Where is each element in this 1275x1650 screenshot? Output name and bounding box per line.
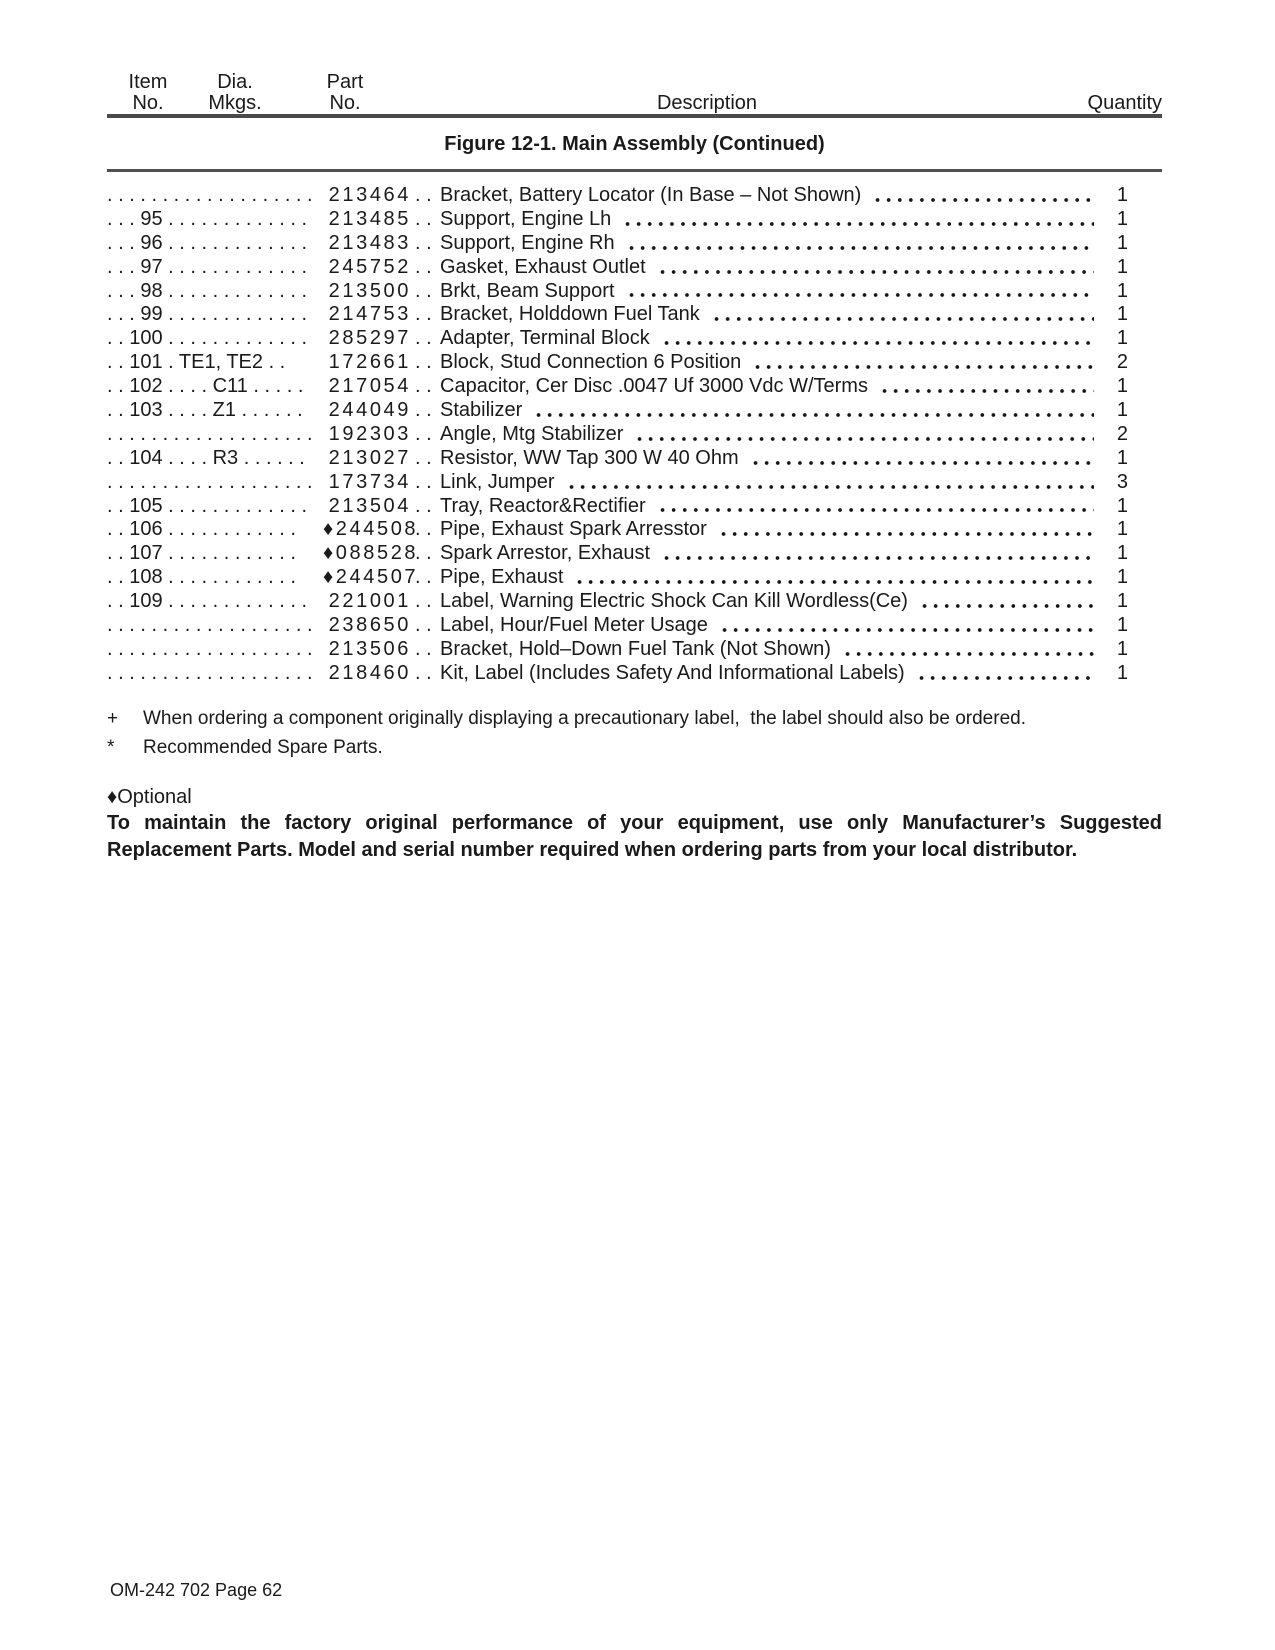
row-quantity: 1 [1116,375,1128,398]
row-item-dia-leader: . . . 99 . . . . . . . . . . . . . [107,303,308,326]
row-description: Block, Stud Connection 6 Position [440,351,742,374]
row-part-number: ♦088528 [323,542,419,565]
title-rule [107,169,1162,172]
footnote-star [107,736,1162,760]
row-dot-separator: . . [415,422,432,445]
row-item-dia-leader: . . . 96 . . . . . . . . . . . . . [107,231,308,254]
table-row [107,327,1162,351]
row-item-dia-leader: . . 108 . . . . . . . . . . . . [107,566,296,589]
row-dot-leader [631,423,1094,447]
row-dot-leader [916,590,1094,614]
table-row [107,638,1162,662]
row-quantity: 1 [1116,255,1128,278]
row-item-dia-leader: . . 103 . . . . Z1 . . . . . . [107,399,303,422]
row-part-number: 245752 [328,255,411,278]
row-description: Support, Engine Lh [440,207,612,230]
row-quantity: 2 [1116,351,1128,374]
row-dot-separator: . . [415,590,432,613]
row-item-dia-leader: . . . . . . . . . . . . . . . . . . . [107,637,313,660]
table-row [107,399,1162,423]
row-dot-leader [839,638,1094,662]
row-part-number: 238650 [328,614,411,637]
row-dot-leader [749,351,1094,375]
row-item-dia-leader: . . 109 . . . . . . . . . . . . . [107,590,308,613]
row-description: Bracket, Battery Locator (In Base – Not Shown) [440,184,862,206]
row-description: Tray, Reactor&Rectifier [440,494,646,517]
footnote-optional: ♦Optional [107,786,192,808]
row-dot-leader [913,662,1094,686]
row-quantity: 1 [1116,542,1128,565]
row-description: Capacitor, Cer Disc .0047 Uf 3000 Vdc W/Terms [440,375,868,398]
row-item-dia-leader: . . 101 . TE1, TE2 . . [107,351,286,374]
row-dot-separator: . . [415,494,432,517]
row-part-number: 213500 [328,279,411,302]
row-quantity: 1 [1116,279,1128,302]
table-row [107,495,1162,519]
table-row [107,518,1162,542]
row-dot-leader [530,399,1094,423]
notice-line1: To maintain the factory original performance of your equipment, use only Manufacturer’s Suggested [107,812,1162,834]
row-dot-separator: . . [415,614,432,637]
table-row [107,232,1162,256]
row-description: Bracket, Hold–Down Fuel Tank (Not Shown) [440,637,831,660]
row-item-dia-leader: . . 100 . . . . . . . . . . . . . [107,327,308,350]
row-dot-leader [563,471,1095,495]
row-dot-separator: . . [415,255,432,278]
row-item-dia-leader: . . . 95 . . . . . . . . . . . . . [107,207,308,230]
row-dot-separator: . . [415,661,432,684]
row-part-number: 213504 [328,494,411,517]
column-header-part-line1: Part [326,71,364,93]
row-description: Spark Arrestor, Exhaust [440,542,651,565]
row-dot-separator: . . [415,470,432,493]
row-dot-leader [571,566,1094,590]
row-description: Kit, Label (Includes Safety And Informational Labels) [440,661,905,684]
row-description: Adapter, Terminal Block [440,327,650,350]
row-dot-separator: . . [415,327,432,350]
row-description: Support, Engine Rh [440,231,615,254]
column-header-item-line1: Item [128,71,168,93]
parts-table [107,184,1162,686]
table-row [107,375,1162,399]
row-quantity: 1 [1116,399,1128,422]
row-part-number: 172661 [328,351,411,374]
row-dot-separator: . . [415,279,432,302]
row-item-dia-leader: . . . . . . . . . . . . . . . . . . . [107,661,313,684]
row-dot-leader [619,208,1094,232]
row-quantity: 3 [1116,470,1128,493]
row-dot-leader [623,232,1094,256]
row-quantity: 1 [1116,566,1128,589]
row-dot-separator: . . [415,446,432,469]
row-dot-leader [658,542,1094,566]
row-dot-separator: . . [415,542,432,565]
page-footer: OM-242 702 Page 62 [110,1580,283,1600]
column-header-part-line2: No. [329,92,361,114]
row-part-number: 213464 [328,184,411,206]
row-part-number: 192303 [328,422,411,445]
table-row [107,471,1162,495]
row-description: Label, Hour/Fuel Meter Usage [440,614,708,637]
table-row [107,280,1162,304]
row-part-number: 213483 [328,231,411,254]
row-item-dia-leader: . . 102 . . . . C11 . . . . . [107,375,304,398]
table-row [107,184,1162,208]
row-quantity: 2 [1116,422,1128,445]
row-dot-leader [715,518,1094,542]
row-part-number: 217054 [328,375,411,398]
row-item-dia-leader: . . . . . . . . . . . . . . . . . . . [107,184,313,206]
row-description: Pipe, Exhaust [440,566,564,589]
row-part-number: 213506 [328,637,411,660]
column-header-dia-line2: Mkgs. [208,92,262,114]
row-part-number: 213485 [328,207,411,230]
row-description: Angle, Mtg Stabilizer [440,422,624,445]
row-part-number: 218460 [328,661,411,684]
row-dot-leader [654,256,1094,280]
row-item-dia-leader: . . . . . . . . . . . . . . . . . . . [107,470,313,493]
row-quantity: 1 [1116,494,1128,517]
row-dot-leader [876,375,1094,399]
row-dot-separator: . . [415,637,432,660]
plus-symbol: + [107,708,119,729]
row-dot-separator: . . [415,375,432,398]
header-rule [107,114,1162,118]
row-description: Pipe, Exhaust Spark Arresstor [440,518,707,541]
row-item-dia-leader: . . 104 . . . . R3 . . . . . . [107,446,305,469]
figure-title: Figure 12-1. Main Assembly (Continued) [444,133,825,155]
row-item-dia-leader: . . . 97 . . . . . . . . . . . . . [107,255,308,278]
row-quantity: 1 [1116,637,1128,660]
row-dot-leader [658,327,1094,351]
row-item-dia-leader: . . 105 . . . . . . . . . . . . . [107,494,308,517]
row-item-dia-leader: . . . . . . . . . . . . . . . . . . . [107,614,313,637]
row-part-number: 244049 [328,399,411,422]
row-part-number: ♦244507 [323,566,419,589]
row-part-number: 173734 [328,470,411,493]
row-quantity: 1 [1116,327,1128,350]
row-quantity: 1 [1116,518,1128,541]
table-row [107,208,1162,232]
table-row [107,662,1162,686]
table-row [107,351,1162,375]
row-item-dia-leader: . . . 98 . . . . . . . . . . . . . [107,279,308,302]
row-part-number: 285297 [328,327,411,350]
row-description: Label, Warning Electric Shock Can Kill Wordless(Ce) [440,590,908,613]
footnote-star-text: Recommended Spare Parts. [143,737,383,758]
row-description: Bracket, Holddown Fuel Tank [440,303,700,326]
table-row [107,423,1162,447]
row-part-number: 214753 [328,303,411,326]
column-header-quantity: Quantity [1087,92,1162,114]
row-description: Gasket, Exhaust Outlet [440,255,646,278]
asterisk-symbol: * [107,737,115,758]
row-part-number: 213027 [328,446,411,469]
row-dot-leader [623,280,1094,304]
row-description: Resistor, WW Tap 300 W 40 Ohm [440,446,739,469]
row-item-dia-leader: . . 106 . . . . . . . . . . . . [107,518,296,541]
footnote-plus [107,707,1162,731]
table-row [107,614,1162,638]
table-row [107,542,1162,566]
row-dot-separator: . . [415,566,432,589]
row-dot-separator: . . [415,184,432,206]
row-quantity: 1 [1116,184,1128,206]
row-dot-separator: . . [415,351,432,374]
row-dot-separator: . . [415,207,432,230]
table-row [107,566,1162,590]
row-quantity: 1 [1116,207,1128,230]
replacement-parts-notice [107,810,1162,863]
table-row [107,447,1162,471]
row-dot-leader [708,303,1094,327]
row-dot-separator: . . [415,231,432,254]
row-dot-separator: . . [415,399,432,422]
table-row [107,590,1162,614]
table-row [107,256,1162,280]
row-quantity: 1 [1116,661,1128,684]
row-dot-leader [654,495,1094,519]
row-part-number: 221001 [328,590,411,613]
table-row [107,303,1162,327]
column-header-item-line2: No. [132,92,164,114]
column-header-dia-line1: Dia. [217,71,253,93]
notice-line2: Replacement Parts. Model and serial number required when ordering parts from your local distributor. [107,838,1078,861]
row-dot-leader [869,184,1094,208]
column-header-description: Description [656,92,758,114]
row-quantity: 1 [1116,446,1128,469]
row-quantity: 1 [1116,231,1128,254]
row-quantity: 1 [1116,590,1128,613]
row-quantity: 1 [1116,303,1128,326]
row-dot-leader [747,447,1094,471]
row-item-dia-leader: . . . . . . . . . . . . . . . . . . . [107,422,313,445]
row-quantity: 1 [1116,614,1128,637]
row-description: Brkt, Beam Support [440,279,615,302]
row-description: Link, Jumper [440,470,555,493]
footnote-plus-text: When ordering a component originally displaying a precautionary label, the label should also be ordered. [143,708,1026,729]
row-item-dia-leader: . . 107 . . . . . . . . . . . . [107,542,296,565]
row-part-number: ♦244508 [323,518,419,541]
row-description: Stabilizer [440,399,523,422]
row-dot-leader [716,614,1094,638]
row-dot-separator: . . [415,303,432,326]
row-dot-separator: . . [415,518,432,541]
